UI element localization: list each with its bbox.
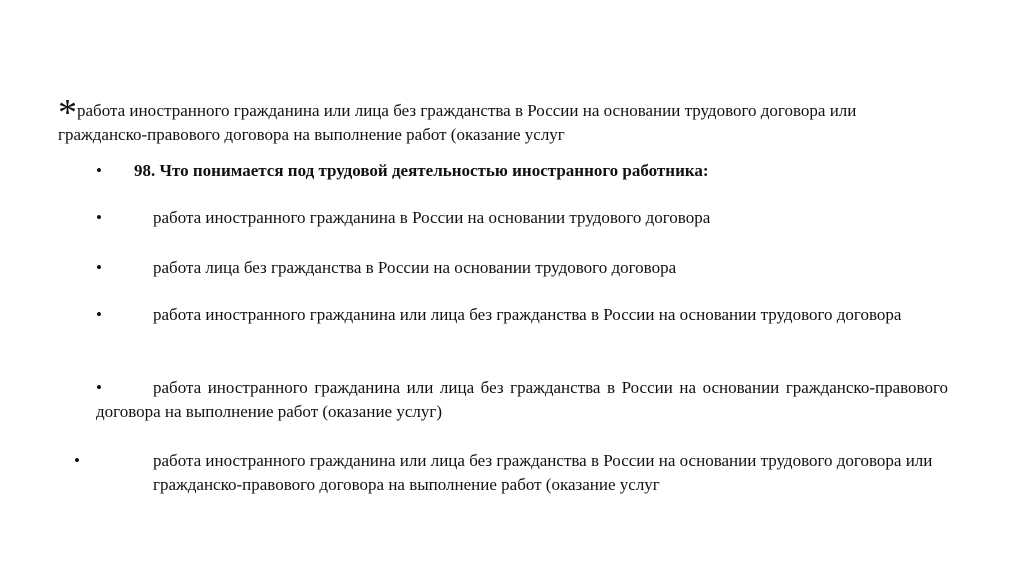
bullet-icon: •	[96, 378, 102, 397]
bullet-icon: •	[96, 258, 102, 277]
answer-option-text: работа иностранного гражданина в России на основании трудового договора	[153, 208, 711, 227]
answer-option-text: работа иностранного гражданина или лица без гражданства в России на основании трудового договора или гражданско-правового договора на выполнение работ (оказание услуг	[153, 451, 933, 494]
selected-answer-header	[58, 92, 898, 147]
bullet-icon: •	[96, 208, 102, 227]
asterisk-marker: *	[58, 92, 77, 134]
answer-option[interactable]	[96, 256, 948, 280]
answer-option[interactable]	[96, 303, 948, 327]
selected-answer-text: работа иностранного гражданина или лица без гражданства в России на основании трудового договора или гражданско-правового договора на выполнение работ (оказание услуг	[58, 101, 857, 144]
answer-option[interactable]	[74, 449, 948, 497]
answer-option[interactable]	[96, 376, 948, 424]
question-heading	[96, 160, 709, 182]
answer-option-text: работа иностранного гражданина или лица без гражданства в России на основании трудового договора	[153, 305, 902, 324]
bullet-icon: •	[96, 161, 102, 180]
answer-option[interactable]	[96, 206, 948, 230]
bullet-icon: •	[96, 305, 102, 324]
question-text: 98. Что понимается под трудовой деятельностью иностранного работника:	[134, 161, 709, 180]
answer-option-text: работа иностранного гражданина или лица без гражданства в России на основании гражданско-правового договора на выполнение работ (оказание услуг)	[96, 378, 948, 421]
answer-option-text: работа лица без гражданства в России на основании трудового договора	[153, 258, 677, 277]
bullet-icon: •	[74, 451, 80, 470]
